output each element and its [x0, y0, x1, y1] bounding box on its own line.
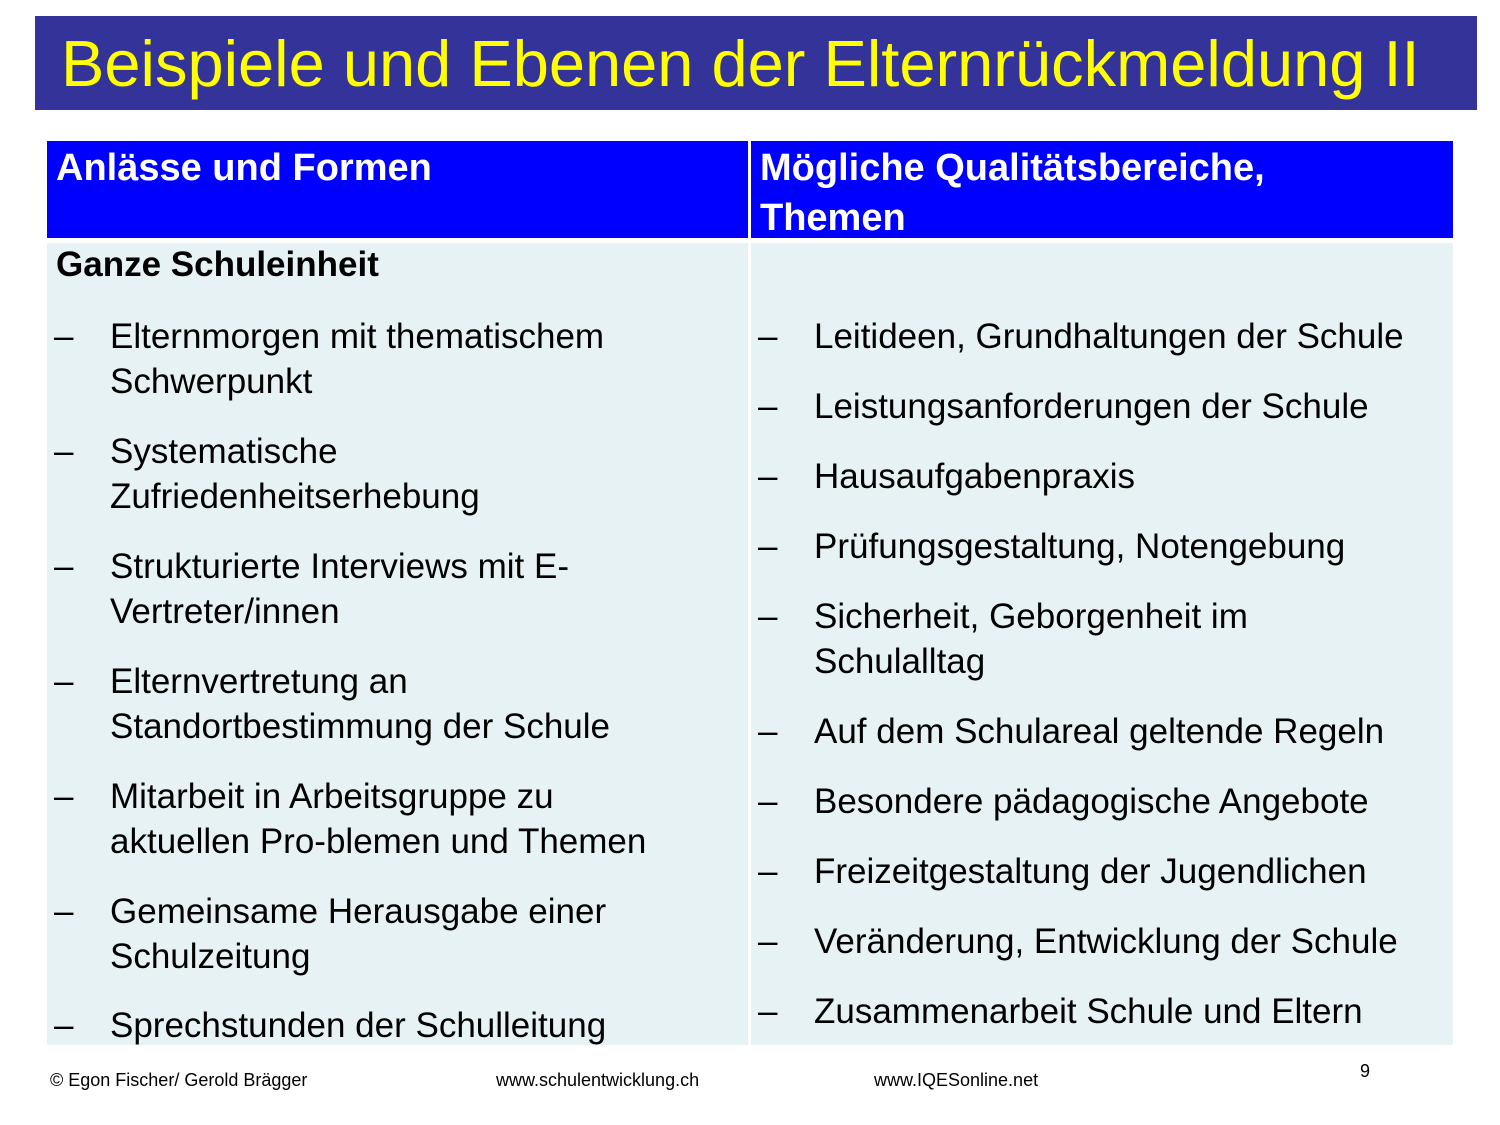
- dash-bullet: –: [758, 782, 778, 821]
- dash-bullet: –: [54, 317, 74, 356]
- dash-bullet: –: [54, 892, 74, 931]
- cell-left: [47, 243, 748, 1045]
- footer-website-iqes[interactable]: www.IQESonline.net: [874, 1070, 1039, 1090]
- dash-bullet: –: [758, 457, 778, 496]
- right-list-item-text: Veränderung, Entwicklung der Schule: [814, 922, 1398, 961]
- left-list-item-text: Systematische Zufriedenheitserhebung: [110, 432, 480, 516]
- dash-bullet: –: [758, 317, 778, 356]
- left-list-item-text: Strukturierte Interviews mit E- Vertreter/innen: [110, 547, 569, 631]
- dash-bullet: –: [758, 387, 778, 426]
- cell-right: [751, 243, 1453, 1045]
- footer-website-schulentwicklung[interactable]: www.schulentwicklung.ch: [496, 1070, 700, 1090]
- right-list-item-text: Leistungsanforderungen der Schule: [814, 387, 1369, 426]
- content-table: [47, 141, 1453, 1045]
- left-list-item-text: Gemeinsame Herausgabe einer Schulzeitung: [110, 892, 607, 976]
- dash-bullet: –: [54, 662, 74, 701]
- dash-bullet: –: [758, 597, 778, 636]
- footer-copyright: © Egon Fischer/ Gerold Brägger: [50, 1070, 308, 1090]
- page-title: Beispiele und Ebenen der Elternrückmeldung II: [61, 27, 1420, 100]
- dash-bullet: –: [758, 852, 778, 891]
- header-right: Mögliche Qualitätsbereiche, Themen: [751, 141, 1453, 238]
- dash-bullet: –: [758, 922, 778, 961]
- right-list-item-text: Besondere pädagogische Angebote: [814, 782, 1369, 821]
- dash-bullet: –: [758, 527, 778, 566]
- dash-bullet: –: [54, 547, 74, 586]
- header-left: Anlässe und Formen: [47, 141, 748, 238]
- right-list-item-text: Hausaufgabenpraxis: [814, 457, 1136, 496]
- dash-bullet: –: [54, 432, 74, 471]
- right-list-item-text: Auf dem Schulareal geltende Regeln: [814, 712, 1385, 751]
- left-list-item-text: Sprechstunden der Schulleitung: [110, 1006, 607, 1045]
- right-list-item-text: Freizeitgestaltung der Jugendlichen: [814, 852, 1367, 891]
- right-list-item-text: Sicherheit, Geborgenheit im Schulalltag: [814, 597, 1248, 681]
- left-list-item-text: Elternmorgen mit thematischem Schwerpunkt: [110, 317, 605, 401]
- page-number: 9: [1360, 1061, 1371, 1081]
- title-bar: [35, 16, 1477, 110]
- dash-bullet: –: [54, 1006, 74, 1045]
- dash-bullet: –: [758, 992, 778, 1031]
- right-list-item-text: Zusammenarbeit Schule und Eltern: [814, 992, 1363, 1031]
- dash-bullet: –: [758, 712, 778, 751]
- right-list-item-text: Leitideen, Grundhaltungen der Schule: [814, 317, 1404, 356]
- section-title: Ganze Schuleinheit: [56, 245, 379, 284]
- dash-bullet: –: [54, 777, 74, 816]
- left-list-item-text: Mitarbeit in Arbeitsgruppe zu aktuellen Pro-blemen und Themen: [110, 777, 647, 861]
- right-list-item-text: Prüfungsgestaltung, Notengebung: [814, 527, 1346, 566]
- left-list-item-text: Elternvertretung an Standortbestimmung der Schule: [110, 662, 610, 746]
